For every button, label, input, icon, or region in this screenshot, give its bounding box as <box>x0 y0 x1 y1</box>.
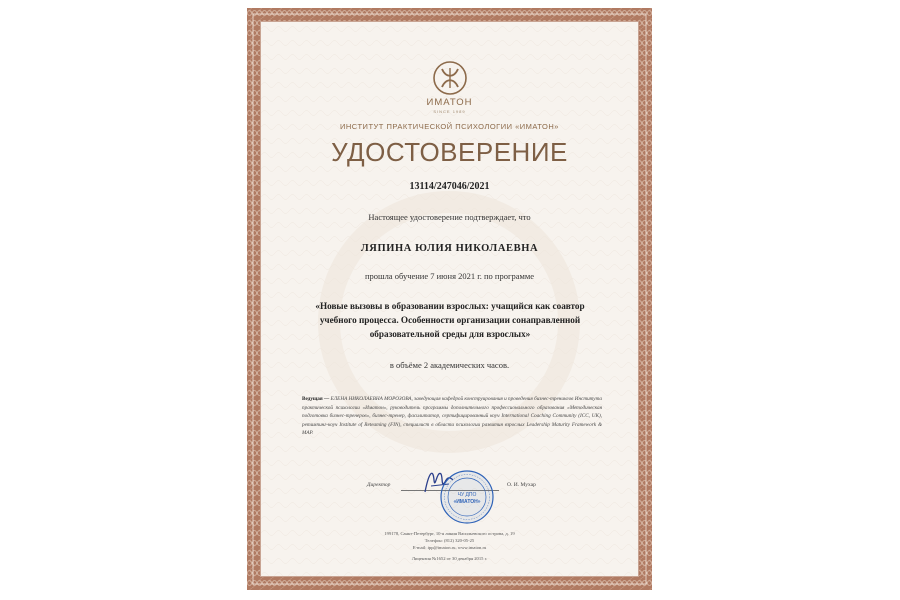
logo-name: ИМАТОН <box>426 97 473 108</box>
lead-instructor <box>302 395 602 438</box>
lead-label: Ведущая — <box>302 396 330 402</box>
footer-address: 199178, Санкт-Петербург, 10-я линия Васильевского острова, д. 19 <box>384 531 515 536</box>
footer-license: Лицензия №1652 от 30 декабря 2015 г. <box>411 556 488 561</box>
confirms-text: Настоящее удостоверение подтверждает, что <box>368 212 531 222</box>
volume-text: в объёме 2 академических часов. <box>389 360 510 370</box>
institute-name: ИНСТИТУТ ПРАКТИЧЕСКОЙ ПСИХОЛОГИИ «ИМАТОН» <box>340 122 559 131</box>
director-label: Директор <box>367 482 391 488</box>
person-name: ЛЯПИНА ЮЛИЯ НИКОЛАЕВНА <box>360 243 539 254</box>
lead-text: ЕЛЕНА НИКОЛАЕВНА МОРОЗОВА, заведующая кафедрой конструирования и проведения бизнес-тренингов Института практической психологии «Иматон», руководитель программы дополнительного профессионального образования «Методическая подготовка бизнес-тренеров», бизнес-тренер, фасилитатор, сертифицированный коуч International Coaching Community (ICC, UK), ретимпинг-коуч Institute of Reteaming (FIN), специалист в области психологии развития взрослых Leadership Maturity Framework & MAP. <box>302 396 603 437</box>
completed-text: прошла обучение 7 июня 2021 г. по программе <box>364 271 535 281</box>
logo-since: SINCE 1989 <box>433 109 466 114</box>
svg-text:ЧУ ДПО: ЧУ ДПО <box>457 492 477 498</box>
program-title: «Новые вызовы в образовании взрослых: учащийся как соавтор учебного процесса. Особенности организации сонаправленной образовательной среды для взрослых» <box>315 301 585 339</box>
document-title: УДОСТОВЕРЕНИЕ <box>331 137 568 167</box>
director-name: О. И. Мухар <box>507 482 536 488</box>
footer-phone: Телефон: (812) 320-05-25 <box>424 538 475 543</box>
certificate-body <box>260 21 639 577</box>
certificate-number: 13114/247046/2021 <box>409 181 490 192</box>
svg-text:«ИМАТОН»: «ИМАТОН» <box>453 499 481 505</box>
certificate <box>247 8 652 590</box>
footer-contacts: E-mail: ipp@imaton.ru, www.imaton.ru <box>412 545 487 550</box>
stamp-icon <box>439 469 495 525</box>
imaton-logo-icon <box>432 60 468 96</box>
